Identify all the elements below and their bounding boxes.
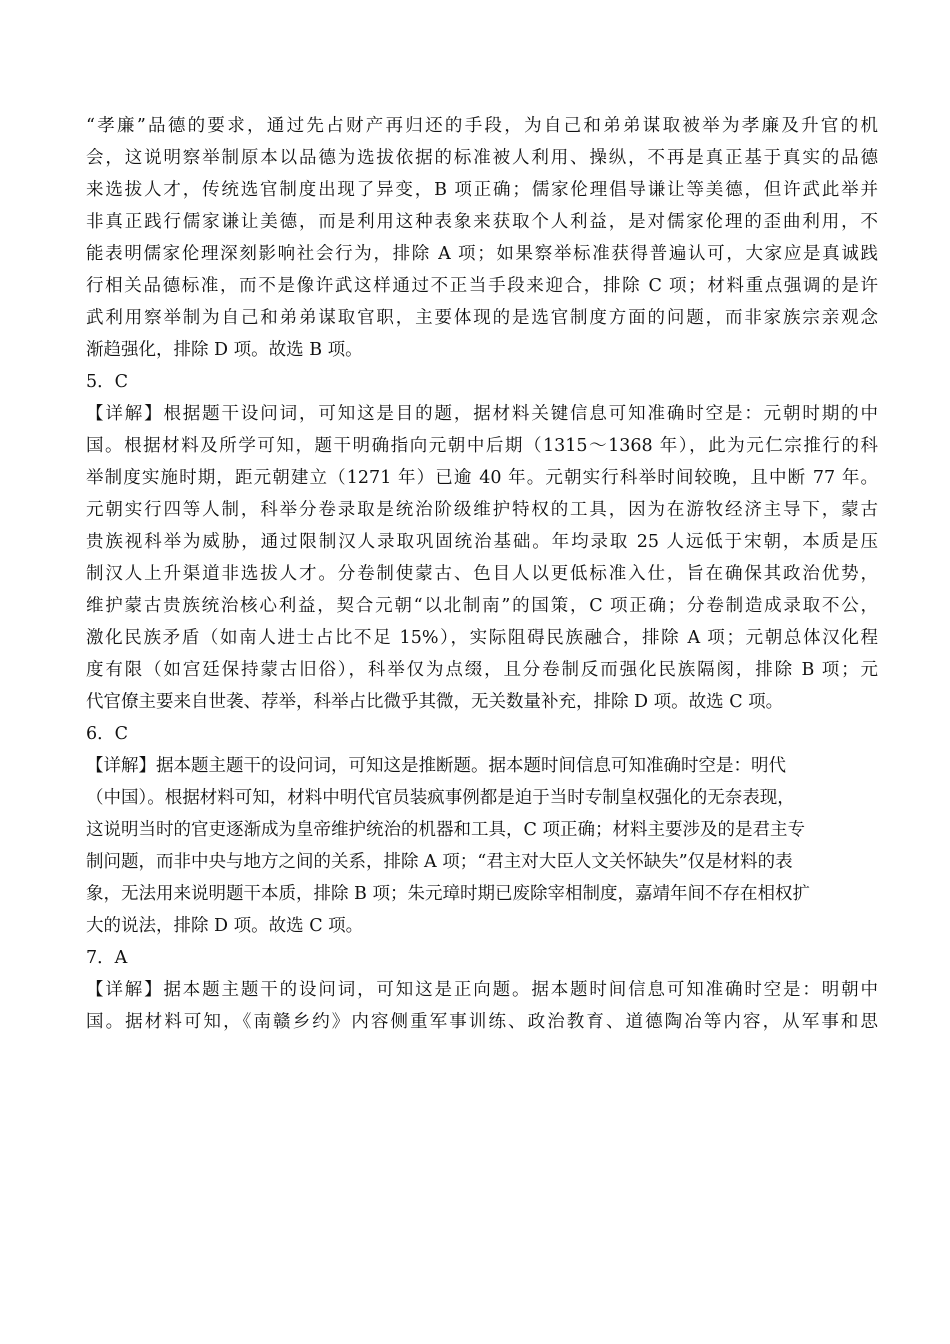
text-line: 武利用察举制为自己和弟弟谋取官职，主要体现的是选官制度方面的问题，而非家族宗亲观念 — [86, 308, 878, 328]
text-line: 【详解】根据题干设问词，可知这是目的题，据材料关键信息可知准确时空是：元朝时期的中 — [86, 404, 878, 424]
document-page — [86, 110, 878, 1038]
text-line: 维护蒙古贵族统治核心利益，契合元朝“以北制南”的国策，C 项正确；分卷制造成录取不公， — [86, 596, 878, 616]
text-line: 【详解】据本题主题干的设问词，可知这是正向题。据本题时间信息可知准确时空是：明朝中 — [86, 980, 878, 1000]
text-line: 国。根据材料及所学可知，题干明确指向元朝中后期（1315～1368 年），此为元仁宗推行的科 — [86, 436, 878, 456]
text-line: 非真正践行儒家谦让美德，而是利用这种表象来获取个人利益，是对儒家伦理的歪曲利用，不 — [86, 212, 878, 232]
text-line: 元朝实行四等人制，科举分卷录取是统治阶级维护特权的工具，因为在游牧经济主导下，蒙古 — [86, 500, 878, 520]
text-line: 大的说法，排除 D 项。故选 C 项。 — [86, 916, 364, 936]
text-line: 会，这说明察举制原本以品德为选拔依据的标准被人利用、操纵，不再是真正基于真实的品德 — [86, 148, 878, 168]
text-line: 制问题，而非中央与地方之间的关系，排除 A 项；“君主对大臣人文关怀缺失”仅是材料的表 — [86, 852, 793, 872]
text-line: 激化民族矛盾（如南人进士占比不足 15%），实际阻碍民族融合，排除 A 项；元朝总体汉化程 — [86, 628, 878, 648]
text-line: 来选拔人才，传统选官制度出现了异变，B 项正确；儒家伦理倡导谦让等美德，但许武此举并 — [86, 180, 878, 200]
text-line: 代官僚主要来自世袭、荐举，科举占比微乎其微，无关数量补充，排除 D 项。故选 C 项。 — [86, 692, 784, 712]
text-line: 5．C — [86, 372, 129, 392]
text-line: 贵族视科举为威胁，通过限制汉人录取巩固统治基础。年均录取 25 人远低于宋朝，本质是压 — [86, 532, 878, 552]
text-line: 度有限（如宫廷保持蒙古旧俗），科举仅为点缀，且分卷制反而强化民族隔阂，排除 B 项；元 — [86, 660, 878, 680]
text-line: 7．A — [86, 948, 128, 968]
text-line: “孝廉”品德的要求，通过先占财产再归还的手段，为自己和弟弟谋取被举为孝廉及升官的机 — [86, 116, 878, 136]
text-line: 象，无法用来说明题干本质，排除 B 项；朱元璋时期已废除宰相制度，嘉靖年间不存在相权扩 — [86, 884, 810, 904]
text-line: 制汉人上升渠道非选拔人才。分卷制使蒙古、色目人以更低标准入仕，旨在确保其政治优势， — [86, 564, 878, 584]
text-line: 国。据材料可知，《南赣乡约》内容侧重军事训练、政治教育、道德陶冶等内容，从军事和思 — [86, 1012, 878, 1032]
text-line: （中国）。根据材料可知，材料中明代官员装疯事例都是迫于当时专制皇权强化的无奈表现， — [86, 788, 795, 808]
text-line: 能表明儒家伦理深刻影响社会行为，排除 A 项；如果察举标准获得普遍认可，大家应是真诚践 — [86, 244, 878, 264]
text-line: 行相关品德标准，而不是像许武这样通过不正当手段来迎合，排除 C 项；材料重点强调的是许 — [86, 276, 878, 296]
text-line: 6．C — [86, 724, 129, 744]
text-line: 这说明当时的官吏逐渐成为皇帝维护统治的机器和工具，C 项正确；材料主要涉及的是君主专 — [86, 820, 805, 840]
text-line: 举制度实施时期，距元朝建立（1271 年）已逾 40 年。元朝实行科举时间较晚，且中断 77 年。 — [86, 468, 878, 488]
text-line: 渐趋强化，排除 D 项。故选 B 项。 — [86, 340, 363, 360]
text-line: 【详解】据本题主题干的设问词，可知这是推断题。据本题时间信息可知准确时空是：明代 — [86, 756, 786, 776]
